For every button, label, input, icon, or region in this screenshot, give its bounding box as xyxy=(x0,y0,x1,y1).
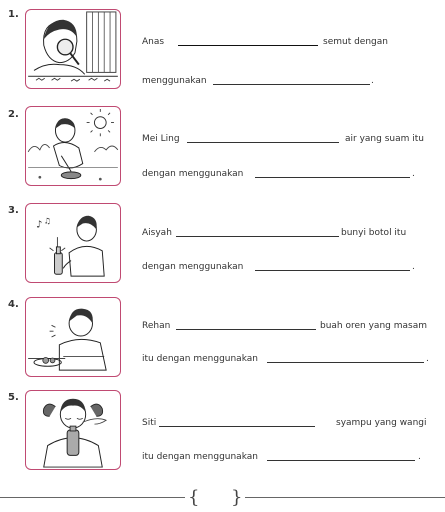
item-2-blank-2[interactable] xyxy=(255,177,410,178)
item-2-subject: Mei Ling xyxy=(142,134,180,144)
item-3-subject: Aisyah xyxy=(142,228,172,238)
picture-frame-3 xyxy=(25,203,121,283)
item-4-blank-2[interactable] xyxy=(267,362,424,363)
item-2-blank-1[interactable] xyxy=(187,142,339,143)
picture-frame-1 xyxy=(25,9,121,89)
item-5-blank-1[interactable] xyxy=(159,426,315,427)
girl-bottle-sound-icon xyxy=(26,204,120,282)
item-1-blank-1[interactable] xyxy=(178,45,318,46)
footer-close-brace: } xyxy=(231,487,243,508)
girl-touching-water-sun-icon xyxy=(26,107,120,185)
girl-smelling-shampoo-icon xyxy=(26,391,120,469)
item-2-end: . xyxy=(412,169,415,179)
footer-rule-right xyxy=(245,497,445,498)
item-5-blank-2[interactable] xyxy=(267,460,415,461)
item-1-blank-2[interactable] xyxy=(213,84,370,85)
picture-frame-2 xyxy=(25,106,121,186)
item-3-line2: dengan menggunakan xyxy=(142,262,244,272)
picture-frame-4 xyxy=(25,297,121,377)
item-2-part1: air yang suam itu xyxy=(345,134,424,144)
boy-eating-orange-icon xyxy=(26,298,120,376)
item-1-end: . xyxy=(371,76,374,86)
item-number-5: 5. xyxy=(8,392,19,403)
item-number-1: 1. xyxy=(8,9,19,20)
footer-open-brace: { xyxy=(188,487,200,508)
svg-text:♪: ♪ xyxy=(35,219,43,231)
item-5-subject: Siti xyxy=(142,418,157,428)
item-3-blank-2[interactable] xyxy=(255,270,410,271)
item-4-part1: buah oren yang masam xyxy=(320,321,427,331)
item-1-part1: semut dengan xyxy=(323,37,388,47)
item-1-line2: menggunakan xyxy=(142,76,207,86)
item-4-line2: itu dengan menggunakan xyxy=(142,354,258,364)
item-number-3: 3. xyxy=(8,205,19,216)
item-number-4: 4. xyxy=(8,299,19,310)
item-2-line2: dengan menggunakan xyxy=(142,169,244,179)
footer-rule-left xyxy=(0,497,185,498)
item-4-end: . xyxy=(426,354,429,364)
item-1-subject: Anas xyxy=(142,37,165,47)
item-3-blank-1[interactable] xyxy=(176,236,339,237)
item-5-end: . xyxy=(418,452,421,462)
item-number-2: 2. xyxy=(8,109,19,120)
svg-text:♫: ♫ xyxy=(43,216,51,226)
item-5-part1: syampu yang wangi xyxy=(336,418,427,428)
magnifying-glass-boy-icon xyxy=(26,10,120,88)
picture-frame-5 xyxy=(25,390,121,470)
item-5-line2: itu dengan menggunakan xyxy=(142,452,258,462)
item-4-subject: Rehan xyxy=(142,321,171,331)
item-3-part1: bunyi botol itu xyxy=(341,228,407,238)
item-3-end: . xyxy=(412,262,415,272)
item-4-blank-1[interactable] xyxy=(176,329,316,330)
